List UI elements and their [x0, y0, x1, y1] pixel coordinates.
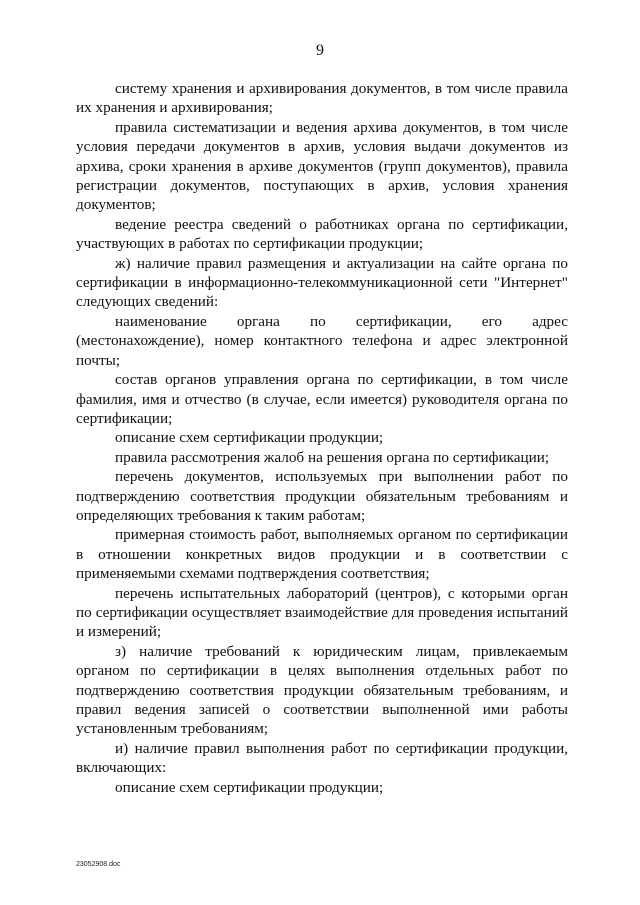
- paragraph: описание схем сертификации продукции;: [115, 778, 384, 796]
- document-body: [76, 79, 568, 797]
- paragraph: системy хранения и архивирования документов, в том числе правила их хранения и архивирования;: [76, 80, 568, 117]
- paragraph: описание схем сертификации продукции;: [115, 429, 384, 447]
- paragraph: ведение реестра сведений о работниках органа по сертификации, участвующих в работах по сертификации продукции;: [76, 215, 568, 253]
- paragraph: правила рассмотрения жалоб на решения органа по сертификации;: [115, 448, 550, 466]
- paragraph: з) наличие требований к юридическим лицам, привлекаемым органом по сертификации в целях выполнения отдельных работ по подтверждению соответствия продукции обязательным требованиям, и правил ведения записей о соответствии выполненной ими работы установленным требованиям;: [76, 642, 568, 738]
- paragraph: правила систематизации и ведения архива документов, в том числе условия передачи документов в архив, условия выдачи документов из архива, сроки хранения в архиве документов (групп документов), правила регистрации документов, поступающих в архив, условия хранения документов;: [76, 118, 568, 214]
- paragraph: и) наличие правил выполнения работ по сертификации продукции, включающих:: [76, 739, 568, 777]
- paragraph: перечень испытательных лабораторий (центров), с которыми орган по сертификации осуществляет взаимодействие для проведения испытаний и измерений;: [76, 584, 568, 641]
- paragraph: ж) наличие правил размещения и актуализации на сайте органа по сертификации в информационно-телекоммуникационной сети "Интернет" следующих сведений:: [76, 254, 568, 311]
- paragraph: примерная стоимость работ, выполняемых органом по сертификации в отношении конкретных видов продукции и в соответствии с применяемыми схемами подтверждения соответствия;: [76, 526, 568, 583]
- paragraph: перечень документов, используемых при выполнении работ по подтверждению соответствия продукции обязательным требованиям и определяющих требования к таким работам;: [76, 468, 568, 524]
- file-name-footer: 23052908.doc: [76, 861, 121, 868]
- page-number: 9: [316, 42, 324, 59]
- paragraph: состав органов управления органа по сертификации, в том числе фамилия, имя и отчество (в случае, если имеется) руководителя органа по сертификации;: [76, 371, 568, 427]
- paragraph: наименование органа по сертификации, его адрес (местонахождение), номер контактного телефона и адрес электронной почты;: [76, 312, 568, 369]
